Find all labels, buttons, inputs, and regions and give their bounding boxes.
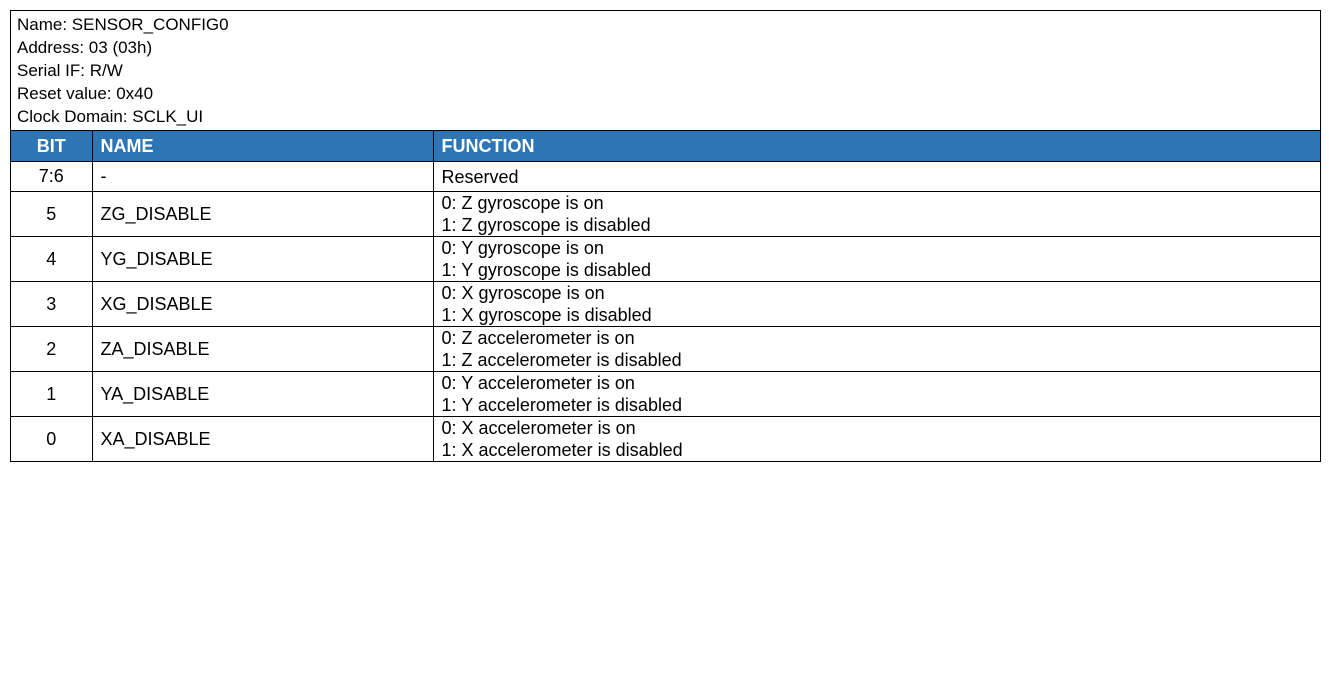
register-description (10, 10, 1321, 462)
row-bit: 0 (11, 417, 92, 462)
table-row (11, 162, 1320, 192)
register-meta (11, 11, 1320, 130)
row-function (433, 372, 1320, 417)
row-bit: 2 (11, 327, 92, 372)
row-bit: 7:6 (11, 162, 92, 192)
register-name: Name: SENSOR_CONFIG0 (17, 15, 229, 34)
header-name: NAME (92, 131, 433, 162)
table-row (11, 417, 1320, 462)
row-name: XA_DISABLE (92, 417, 433, 462)
function-line: 0: Z accelerometer is on (441, 328, 635, 348)
header-function: FUNCTION (433, 131, 1320, 162)
function-line: 0: Y accelerometer is on (441, 373, 635, 393)
row-function (433, 327, 1320, 372)
register-clock-domain: Clock Domain: SCLK_UI (17, 107, 204, 126)
row-name: - (92, 162, 433, 192)
row-name: ZG_DISABLE (92, 192, 433, 237)
table-row (11, 282, 1320, 327)
row-function (433, 237, 1320, 282)
function-line: 0: X accelerometer is on (441, 418, 636, 438)
row-function (433, 417, 1320, 462)
table-row (11, 237, 1320, 282)
bit-field-table (11, 130, 1320, 461)
function-line: 1: Z accelerometer is disabled (441, 350, 682, 370)
function-line: 1: X accelerometer is disabled (441, 440, 683, 460)
row-name: YA_DISABLE (92, 372, 433, 417)
function-line: 0: Y gyroscope is on (441, 238, 604, 258)
table-row (11, 372, 1320, 417)
row-function (433, 192, 1320, 237)
function-line: 1: X gyroscope is disabled (441, 305, 652, 325)
table-row (11, 327, 1320, 372)
row-function (433, 162, 1320, 192)
row-bit: 4 (11, 237, 92, 282)
function-line: 0: X gyroscope is on (441, 283, 605, 303)
row-name: YG_DISABLE (92, 237, 433, 282)
register-address: Address: 03 (03h) (17, 38, 153, 57)
row-bit: 3 (11, 282, 92, 327)
row-function (433, 282, 1320, 327)
function-line: 1: Y gyroscope is disabled (441, 260, 651, 280)
header-bit: BIT (11, 131, 92, 162)
register-reset-value: Reset value: 0x40 (17, 84, 154, 103)
row-bit: 5 (11, 192, 92, 237)
function-line: 1: Y accelerometer is disabled (441, 395, 682, 415)
table-row (11, 192, 1320, 237)
row-name: XG_DISABLE (92, 282, 433, 327)
function-line: Reserved (441, 166, 519, 187)
function-line: 0: Z gyroscope is on (441, 193, 604, 213)
register-serial-if: Serial IF: R/W (17, 61, 123, 80)
row-bit: 1 (11, 372, 92, 417)
row-name: ZA_DISABLE (92, 327, 433, 372)
function-line: 1: Z gyroscope is disabled (441, 215, 651, 235)
table-header-row (11, 131, 1320, 162)
